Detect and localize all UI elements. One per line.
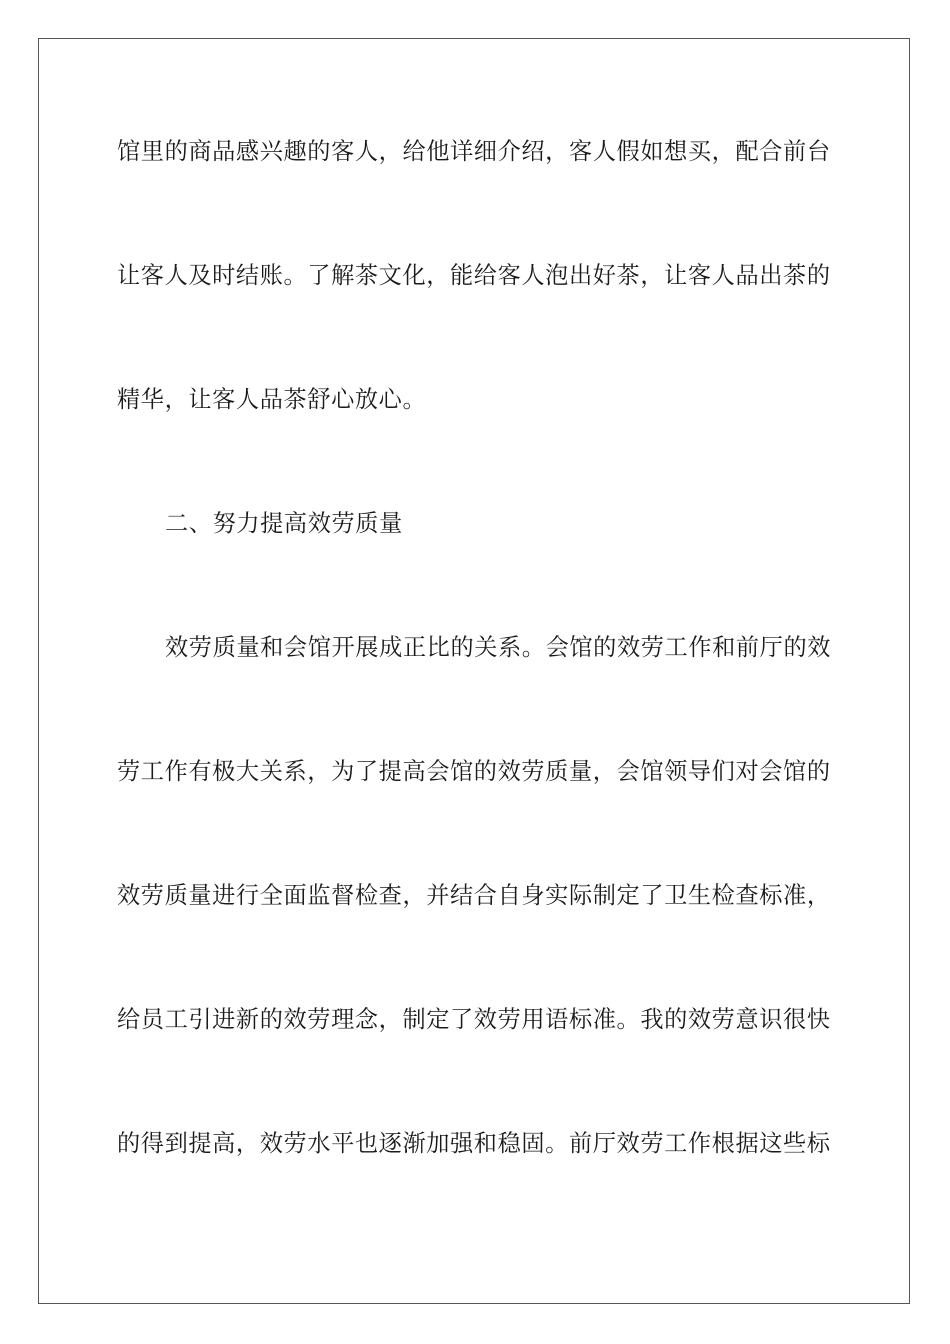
body-text-line: 效劳质量进行全面监督检查，并结合自身实际制定了卫生检查标准， xyxy=(117,882,831,909)
body-text-line: 劳工作有极大关系，为了提高会馆的效劳质量，会馆领导们对会馆的 xyxy=(117,758,831,785)
body-text-line: 的得到提高，效劳水平也逐渐加强和稳固。前厅效劳工作根据这些标 xyxy=(117,1130,831,1157)
body-text-line: 给员工引进新的效劳理念，制定了效劳用语标准。我的效劳意识很快 xyxy=(117,1006,831,1033)
body-text-line: 精华，让客人品茶舒心放心。 xyxy=(117,386,427,413)
section-heading: 二、努力提高效劳质量 xyxy=(165,510,403,537)
page-border xyxy=(38,38,910,1304)
body-text-line: 让客人及时结账。了解茶文化，能给客人泡出好茶，让客人品出茶的 xyxy=(117,262,831,289)
body-text-line: 馆里的商品感兴趣的客人，给他详细介绍，客人假如想买，配合前台 xyxy=(117,138,831,165)
paragraph-first-line: 效劳质量和会馆开展成正比的关系。会馆的效劳工作和前厅的效 xyxy=(165,634,832,661)
